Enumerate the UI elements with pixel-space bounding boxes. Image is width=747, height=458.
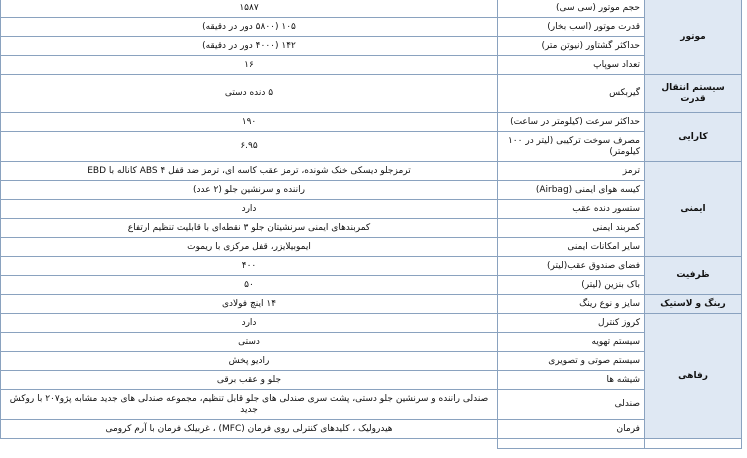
table-row [1,333,742,352]
empty-cell [498,439,645,449]
table-row [1,37,742,56]
empty-cell [645,439,742,449]
spec-label: فضای صندوق عقب(لیتر) [498,257,645,276]
spec-label: باک بنزین (لیتر) [498,276,645,295]
spec-label: حجم موتور (سی سی) [498,0,645,18]
spec-label: سایر امکانات ایمنی [498,238,645,257]
spec-value: جلو و عقب برقی [1,371,498,390]
table-row [1,276,742,295]
table-row [1,371,742,390]
category-cell: سیستم انتقال قدرت [645,75,742,113]
spec-label: فرمان [498,420,645,439]
spec-value: ۱۶ [1,56,498,75]
category-cell: موتور [645,0,742,75]
category-cell: رفاهی [645,314,742,439]
table-row [1,132,742,162]
table-row [1,162,742,181]
category-cell: رینگ و لاستیک [645,295,742,314]
spec-value: ۶.۹۵ [1,132,498,162]
category-cell: ایمنی [645,162,742,257]
spec-value: صندلی راننده و سرنشین جلو دستی، پشت سری صندلی های جلو قابل تنظیم، مجموعه صندلی های جدید مشابه پژو۲۰۷ با روکش جدید [1,390,498,420]
category-cell: کارایی [645,113,742,162]
spec-value: ۵۰ [1,276,498,295]
table-row [1,219,742,238]
spec-value: کمربندهای ایمنی سرنشیتان جلو ۳ نقطه‌ای با قابلیت تنظیم ارتفاع [1,219,498,238]
spec-value: ۵ دنده دستی [1,75,498,113]
table-row [1,181,742,200]
table-row-partial [1,439,742,449]
spec-value: هیدرولیک ، کلیدهای کنترلی روی فرمان (MFC) ، غربیلک فرمان با آرم کرومی [1,420,498,439]
spec-value: ۱۹۰ [1,113,498,132]
spec-label: حداکثر سرعت (کیلومتر در ساعت) [498,113,645,132]
spec-label: کیسه هوای ایمنی (Airbag) [498,181,645,200]
table-row [1,75,742,113]
spec-label: صندلی [498,390,645,420]
table-row [1,257,742,276]
spec-value: دستی [1,333,498,352]
spec-value: ۱۴ اینچ فولادی [1,295,498,314]
spec-table-body [1,0,742,449]
spec-label: حداکثر گشتاور (نیوتن متر) [498,37,645,56]
spec-label: مصرف سوخت ترکیبی (لیتر در ۱۰۰ کیلومتر) [498,132,645,162]
spec-label: تعداد سوپاپ [498,56,645,75]
spec-value: راننده و سرنشین جلو (۲ عدد) [1,181,498,200]
spec-label: سیستم تهویه [498,333,645,352]
spec-value: ۱۴۲ (۴۰۰۰ دور در دقیقه) [1,37,498,56]
spec-value: دارد [1,314,498,333]
spec-value: ۱۵۸۷ [1,0,498,18]
table-row [1,56,742,75]
spec-label: ترمز [498,162,645,181]
spec-value: ترمزجلو دیسکی خنک شونده، ترمز عقب کاسه ای، ترمز ضد قفل ABS ۴ کاناله با EBD [1,162,498,181]
spec-label: کروز کنترل [498,314,645,333]
spec-label: شیشه ها [498,371,645,390]
table-row [1,18,742,37]
category-cell: ظرفیت [645,257,742,295]
table-row [1,295,742,314]
spec-label: قدرت موتور (اسب بخار) [498,18,645,37]
table-row [1,314,742,333]
spec-value: ایموبیلایزر، قفل مرکزی با ریموت [1,238,498,257]
spec-label: سایز و نوع رینگ [498,295,645,314]
spec-value: دارد [1,200,498,219]
spec-value: ۴۰۰ [1,257,498,276]
table-row [1,352,742,371]
spec-label: گیربکس [498,75,645,113]
spec-label: سیستم صوتی و تصویری [498,352,645,371]
table-row [1,113,742,132]
spec-label: ستسور دنده عقب [498,200,645,219]
table-row [1,200,742,219]
table-row [1,238,742,257]
table-row [1,420,742,439]
table-row [1,390,742,420]
table-row [1,0,742,18]
spec-value: ۱۰۵ (۵۸۰۰ دور در دقیقه) [1,18,498,37]
spec-value: رادیو پخش [1,352,498,371]
spec-label: کمربند ایمنی [498,219,645,238]
